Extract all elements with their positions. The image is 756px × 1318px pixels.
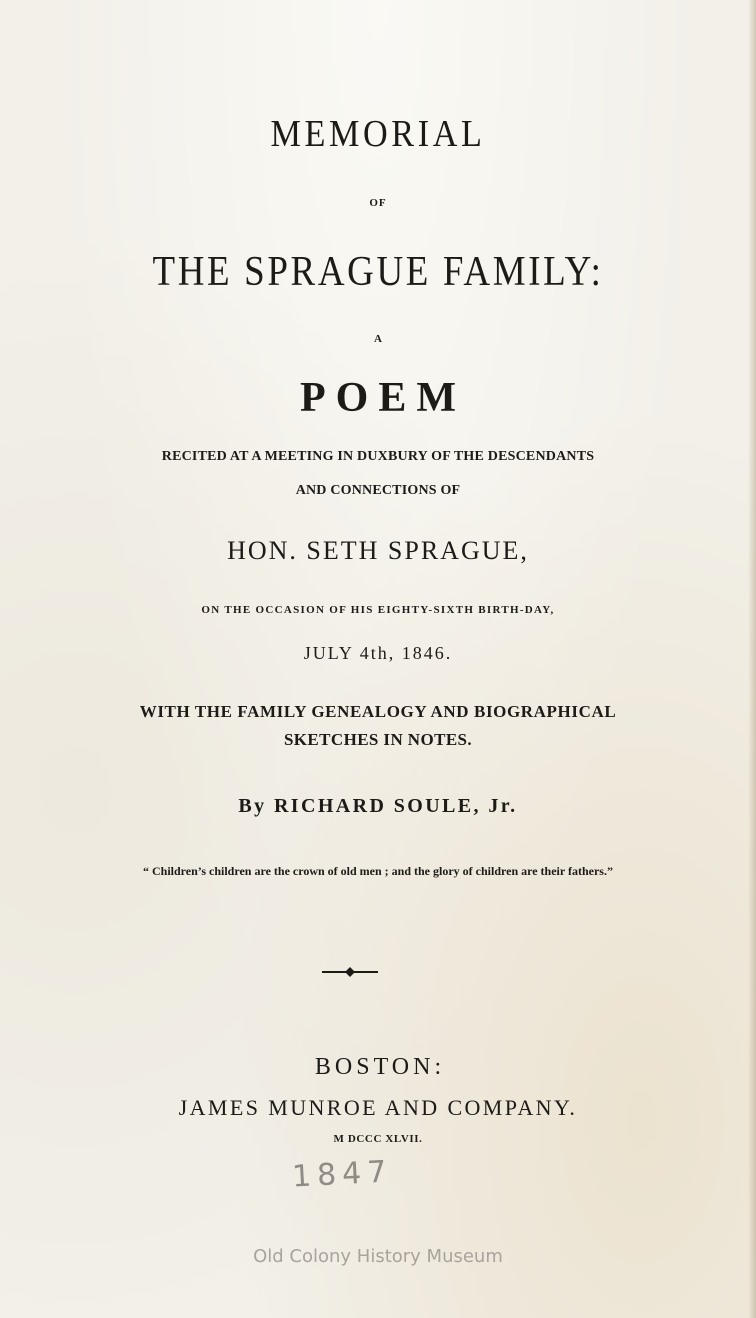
subtitle-recited-line-2: AND CONNECTIONS OF bbox=[295, 483, 461, 498]
title-of: OF bbox=[369, 197, 387, 209]
title-poem: POEM bbox=[300, 375, 466, 421]
title-family-name: THE SPRAGUE FAMILY: bbox=[152, 249, 604, 295]
museum-watermark: Old Colony History Museum bbox=[253, 1246, 503, 1267]
honoree-name: HON. SETH SPRAGUE, bbox=[227, 536, 529, 565]
ornamental-divider bbox=[320, 966, 380, 978]
imprint-year-roman: M DCCC XLVII. bbox=[333, 1133, 423, 1145]
imprint-city: BOSTON: bbox=[314, 1054, 446, 1080]
author-byline: By RICHARD SOULE, Jr. bbox=[238, 795, 518, 817]
title-memorial: MEMORIAL bbox=[270, 113, 486, 155]
genealogy-line-2: SKETCHES IN NOTES. bbox=[283, 730, 473, 749]
epigraph-quote: “ Children’s children are the crown of old men ; and the glory of children are their fathers.” bbox=[143, 864, 613, 878]
occasion-date: JULY 4th, 1846. bbox=[303, 643, 453, 663]
occasion-line: ON THE OCCASION OF HIS EIGHTY-SIXTH BIRTH-DAY, bbox=[201, 604, 555, 616]
genealogy-line-1: WITH THE FAMILY GENEALOGY AND BIOGRAPHICAL bbox=[139, 702, 617, 721]
title-article: A bbox=[374, 333, 382, 345]
imprint-publisher: JAMES MUNROE AND COMPANY. bbox=[178, 1095, 578, 1120]
subtitle-recited-line-1: RECITED AT A MEETING IN DUXBURY OF THE DESCENDANTS bbox=[161, 449, 595, 464]
handwritten-year: 1847 bbox=[291, 1154, 394, 1195]
